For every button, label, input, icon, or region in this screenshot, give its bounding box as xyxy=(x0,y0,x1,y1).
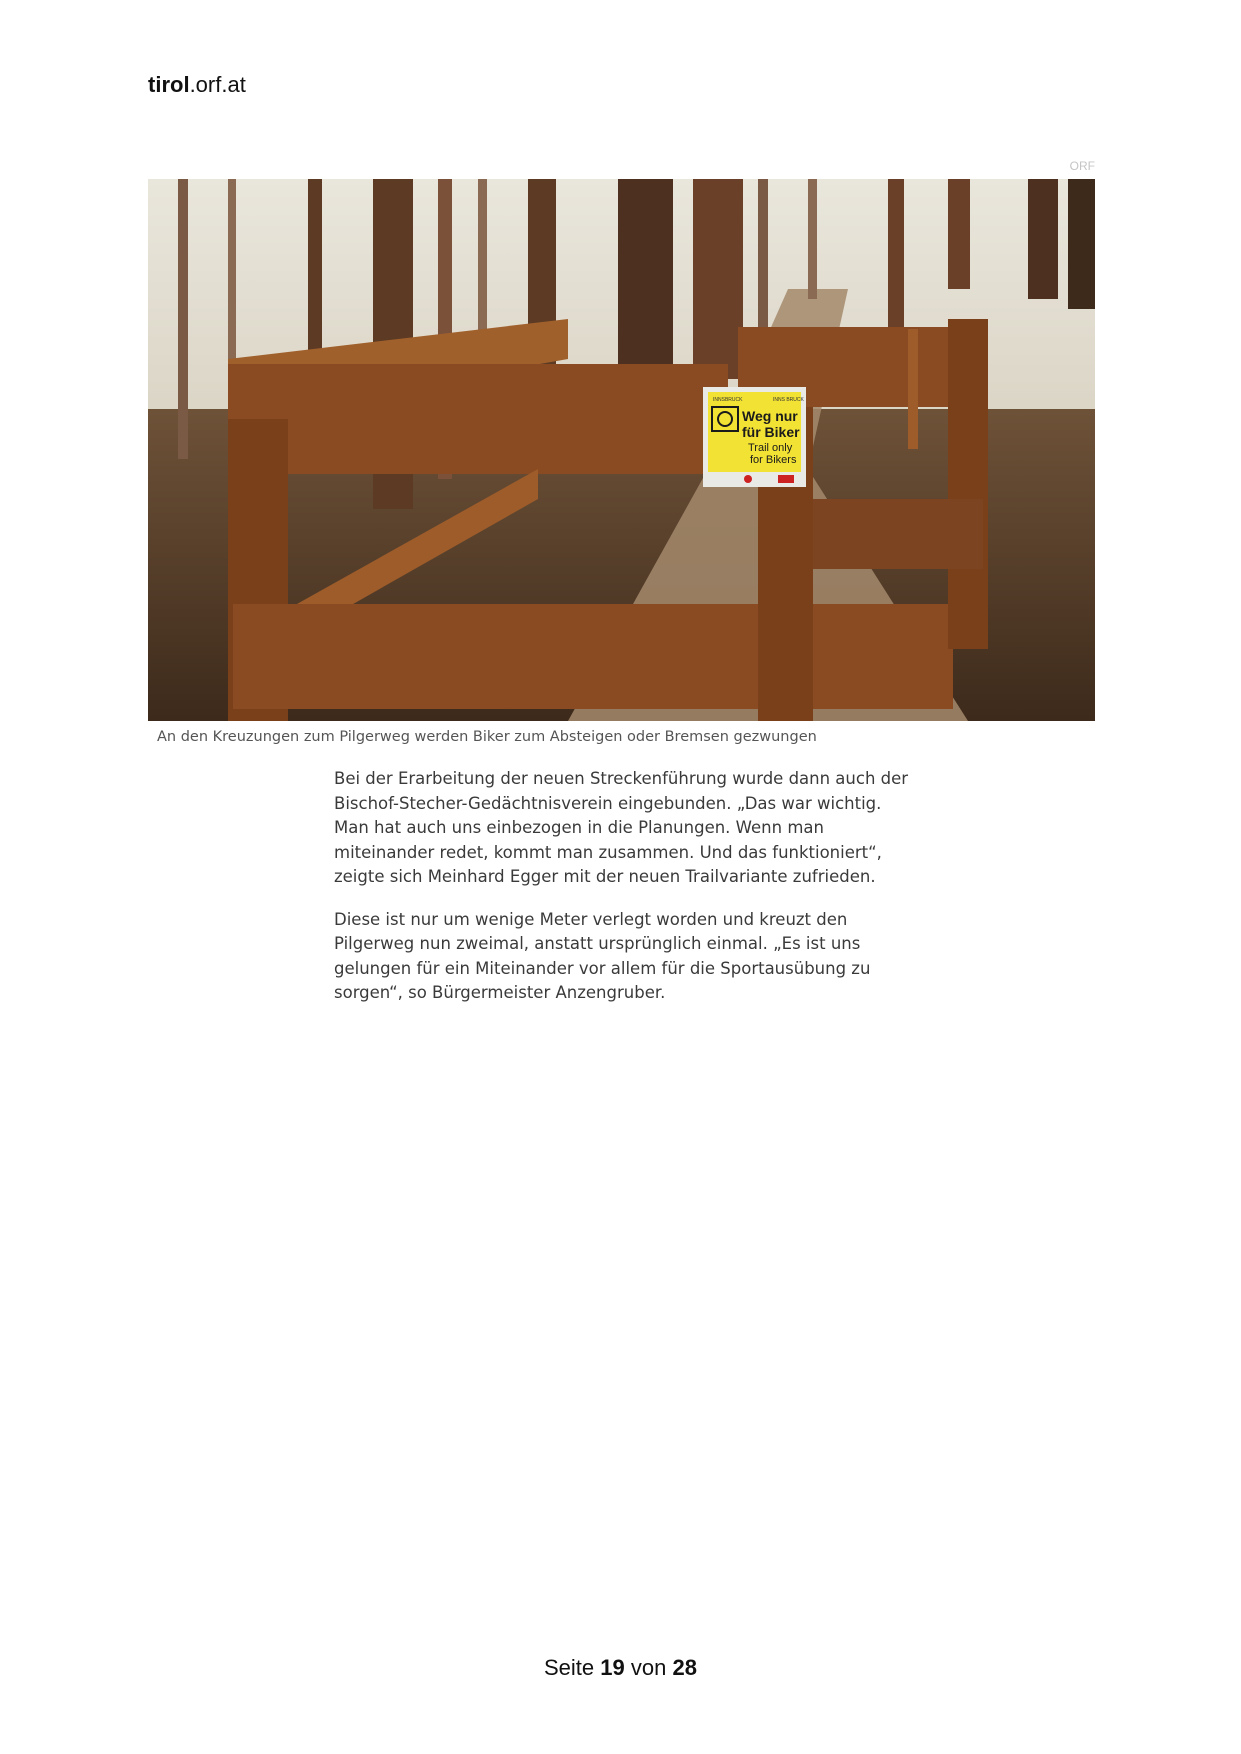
article-body xyxy=(334,767,914,1024)
page-footer xyxy=(0,1655,1241,1681)
sign-header-right: INNS BRUCK xyxy=(773,397,804,403)
footer-prefix: Seite xyxy=(544,1655,595,1680)
current-page-number: 19 xyxy=(600,1655,625,1680)
image-credit: ORF xyxy=(1069,159,1095,173)
image-caption: An den Kreuzungen zum Pilgerweg werden Biker zum Absteigen oder Bremsen gezwungen xyxy=(157,729,817,745)
total-page-number: 28 xyxy=(672,1655,697,1680)
sign-line-4: for Bikers xyxy=(750,454,797,466)
site-name-domain: .orf.at xyxy=(189,72,246,97)
article-paragraph: Diese ist nur um wenige Meter verlegt worden und kreuzt den Pilgerweg nun zweimal, anstatt ursprünglich einmal. „Es ist uns gelungen für ein Miteinander vor allem für die Sportausübung zu sorgen“, so Bürgermeister Anzengruber. xyxy=(334,909,871,1002)
sign-line-3: Trail only xyxy=(748,442,793,454)
site-name-bold: tirol xyxy=(148,72,190,97)
article-photo xyxy=(148,179,1095,721)
site-header xyxy=(148,72,246,98)
footer-middle: von xyxy=(630,1655,667,1680)
sign-line-1: Weg nur xyxy=(742,408,798,424)
sign-line-2: für Biker xyxy=(742,424,800,440)
sign-header-left: INNSBRUCK xyxy=(713,397,743,403)
article-paragraph: Bei der Erarbeitung der neuen Streckenführung wurde dann auch der Bischof-Stecher-Gedächtnisverein eingebunden. „Das war wichtig. Man hat auch uns einbezogen in die Planungen. Wenn man miteinander redet, kommt man zusammen. Und das funktioniert“, zeigte sich Meinhard Egger mit der neuen Trailvariante zufrieden. xyxy=(334,769,909,886)
